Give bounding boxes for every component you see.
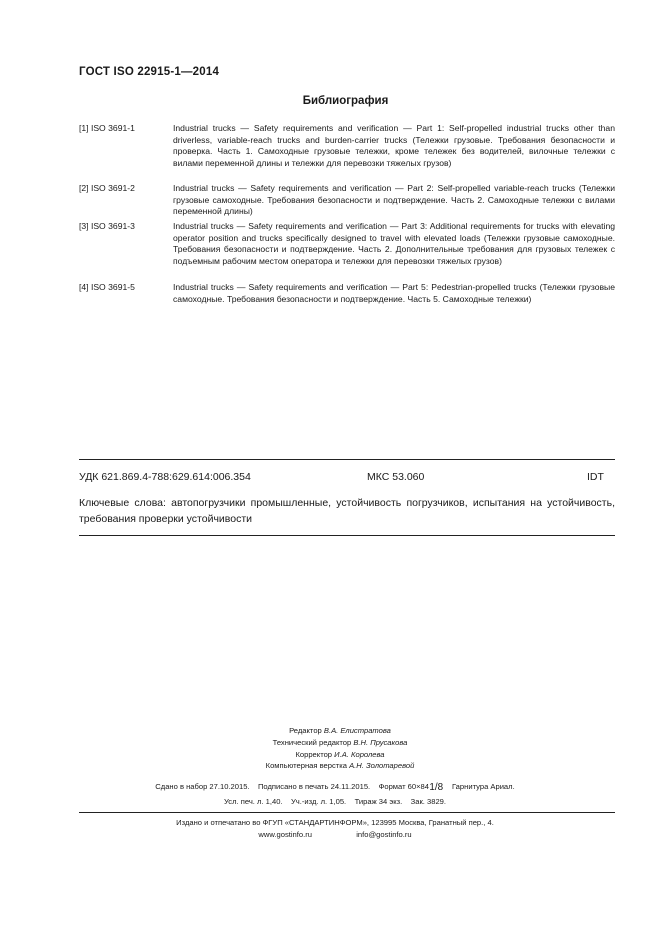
entry-number: [2] ISO 3691-2 bbox=[79, 183, 135, 193]
website-link[interactable]: www.gostinfo.ru bbox=[258, 830, 312, 839]
entry-text: Industrial trucks — Safety requirements and verification — Part 5: Pedestrian-propelled trucks (Тележки грузовые самоходные. Требования безопасности и подтверждение. Часть 5. Самоходные тележки) bbox=[173, 282, 615, 304]
tech-editor-name: В.Н. Прусакова bbox=[353, 737, 408, 747]
entry-text: Industrial trucks — Safety requirements and verification — Part 2: Self-propelled variable-reach trucks (Тележки грузовые самоходные. Требования безопасности и подтверждение. Часть 2. Самоходные тележки с вилами переменной длины) bbox=[173, 183, 615, 216]
divider bbox=[79, 812, 615, 813]
document-header: ГОСТ ISO 22915-1—2014 bbox=[79, 66, 220, 78]
bibliography-title: Библиография bbox=[302, 95, 389, 107]
divider bbox=[79, 535, 615, 536]
publisher-address: Издано и отпечатано во ФГУП «СТАНДАРТИНФОРМ», 123995 Москва, Гранатный пер., 4. bbox=[176, 818, 494, 827]
entry-number: [1] ISO 3691-1 bbox=[79, 123, 135, 133]
printing-dates: Сдано в набор 27.10.2015. Подписано в печать 24.11.2015. Формат 60×84 bbox=[155, 782, 429, 791]
layout-name: А.Н. Золотаревой bbox=[349, 761, 415, 771]
idt-label: IDT bbox=[587, 471, 604, 483]
entry-text: Industrial trucks — Safety requirements and verification — Part 1: Self-propelled industrial trucks other than driverless, variable-reach trucks and burden-carrier trucks (Тележки грузовые. Требования безопасности и проверка. Часть 1. Самоходные грузовые тележки, кроме тележек без водителей, вилочные тележки с вилами переменной длины и тележки для перевозки тяжелых грузов) bbox=[173, 123, 615, 168]
publisher-contacts bbox=[100, 829, 570, 841]
bibliography-entry bbox=[79, 282, 615, 305]
corrector-name: И.А. Королева bbox=[334, 749, 385, 759]
editor-name: В.А. Елистратова bbox=[323, 726, 391, 735]
printing-line-2: Усл. печ. л. 1,40. Уч.-изд. л. 1,05. Тираж 34 экз. Зак. 3829. bbox=[223, 797, 446, 806]
bibliography-entry bbox=[79, 221, 615, 267]
keywords: Ключевые слова: автопогрузчики промышленные, устойчивость погрузчиков, испытания на устойчивость, требования проверки устойчивости bbox=[79, 497, 615, 525]
mks-code: МКС 53.060 bbox=[367, 471, 425, 483]
credit-label: Редактор bbox=[289, 726, 322, 735]
entry-text: Industrial trucks — Safety requirements and verification — Part 3: Additional requirements for trucks with elevating operator position and trucks specifically designed to travel with elevated loads (Тележки грузовые самоходные. Требования безопасности и подтверждение. Часть 2. Дополнительные требования для грузовых тележек с подъемным рабочим местом оператора и тележки для перевозки тяжелых грузов) bbox=[173, 221, 615, 266]
credit-label: Технический редактор bbox=[272, 737, 352, 747]
credit-label: Корректор bbox=[295, 749, 333, 759]
divider bbox=[79, 459, 615, 460]
email-link[interactable]: info@gostinfo.ru bbox=[356, 830, 412, 839]
udk-code: УДК 621.869.4-788:629.614:006.354 bbox=[79, 471, 251, 483]
entry-number: [4] ISO 3691-5 bbox=[79, 282, 135, 292]
credits-block bbox=[190, 725, 490, 772]
credit-label: Компьютерная верстка bbox=[265, 761, 347, 771]
typeface: Гарнитура Ариал. bbox=[443, 782, 515, 791]
bibliography-entry bbox=[79, 123, 615, 169]
printing-line-1 bbox=[100, 782, 570, 791]
format-fraction: 1/8 bbox=[429, 780, 444, 793]
entry-number: [3] ISO 3691-3 bbox=[79, 221, 135, 231]
bibliography-entry bbox=[79, 183, 615, 218]
